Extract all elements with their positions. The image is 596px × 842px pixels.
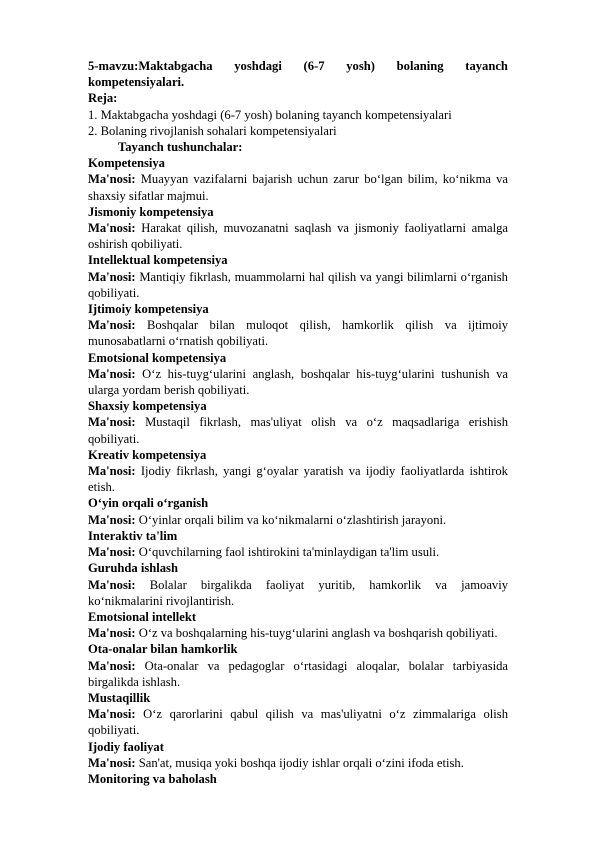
term-definition bbox=[88, 171, 508, 203]
meaning-label: Ma'nosi: bbox=[88, 366, 136, 381]
title-word: yoshdagi bbox=[234, 59, 282, 73]
term-heading: Emotsional kompetensiya bbox=[88, 350, 227, 365]
definition-text: O‘z qarorlarini qabul qilish va mas'uliyatni o‘z zimmalariga olish qobiliyati. bbox=[88, 707, 508, 738]
document-page bbox=[88, 58, 508, 787]
plan-item: 2. Bolaning rivojlanish sohalari kompetensiyalari bbox=[88, 123, 337, 138]
meaning-label: Ma'nosi: bbox=[88, 512, 136, 527]
last-heading: Monitoring va baholash bbox=[88, 771, 217, 786]
definition-text: Mustaqil fikrlash, mas'uliyat olish va o‘z maqsadlariga erishish qobiliyati. bbox=[88, 415, 508, 446]
meaning-label: Ma'nosi: bbox=[88, 172, 136, 187]
term-heading: Jismoniy kompetensiya bbox=[88, 204, 214, 219]
definition-text: Mantiqiy fikrlash, muammolarni hal qilish va yangi bilimlarni o‘rganish qobiliyati. bbox=[88, 269, 508, 300]
term-heading: Shaxsiy kompetensiya bbox=[88, 399, 207, 414]
terms-list bbox=[88, 155, 508, 771]
term-heading: Ota-onalar bilan hamkorlik bbox=[88, 642, 238, 657]
definition-text: Boshqalar bilan muloqot qilish, hamkorlik qilish va ijtimoiy munosabatlarni o‘rnatish qobiliyati. bbox=[88, 318, 509, 349]
title-word: 5-mavzu:Maktabgacha bbox=[88, 59, 213, 73]
title-word: (6-7 bbox=[303, 59, 325, 73]
term-definition bbox=[88, 463, 508, 495]
term-heading: Intellektual kompetensiya bbox=[88, 253, 228, 268]
term-definition bbox=[88, 755, 508, 771]
term-definition bbox=[88, 366, 508, 398]
definition-text: O‘z va boshqalarning his-tuyg‘ularini anglash va boshqarish qobiliyati. bbox=[138, 626, 498, 641]
definition-text: Ijodiy fikrlash, yangi g‘oyalar yaratish va ijodiy faoliyatlarda ishtirok etish. bbox=[88, 464, 508, 495]
definition-text: Ota-onalar va pedagoglar o‘rtasidagi aloqalar, bolalar tarbiyasida birgalikda ishlash. bbox=[88, 658, 508, 689]
meaning-label: Ma'nosi: bbox=[88, 707, 136, 722]
term-definition bbox=[88, 658, 508, 690]
plan-item: 1. Maktabgacha yoshdagi (6-7 yosh) bolaning tayanch kompetensiyalari bbox=[88, 107, 452, 122]
meaning-label: Ma'nosi: bbox=[88, 221, 136, 236]
definition-text: San'at, musiqa yoki boshqa ijodiy ishlar orqali o‘zini ifoda etish. bbox=[138, 755, 464, 770]
term-definition bbox=[88, 220, 508, 252]
definition-text: Bolalar birgalikda faoliyat yuritib, hamkorlik va jamoaviy ko‘nikmalarini rivojlantirish. bbox=[88, 577, 508, 608]
meaning-label: Ma'nosi: bbox=[88, 415, 136, 430]
meaning-label: Ma'nosi: bbox=[88, 755, 136, 770]
topic-title bbox=[88, 58, 508, 90]
term-heading: Kompetensiya bbox=[88, 156, 165, 171]
meaning-label: Ma'nosi: bbox=[88, 577, 136, 592]
term-definition bbox=[88, 706, 508, 738]
title-word: tayanch bbox=[465, 59, 508, 73]
meaning-label: Ma'nosi: bbox=[88, 545, 136, 560]
definition-text: O‘z his-tuyg‘ularini anglash, boshqalar his-tuyg‘ularini tushunish va ularga yordam berish qobiliyati. bbox=[88, 366, 508, 398]
term-heading: Ijodiy faoliyat bbox=[88, 739, 164, 754]
term-definition bbox=[88, 577, 508, 609]
term-heading: Ijtimoiy kompetensiya bbox=[88, 302, 209, 317]
concepts-heading: Tayanch tushunchalar: bbox=[118, 140, 243, 155]
title-word: yosh) bbox=[346, 59, 375, 73]
meaning-label: Ma'nosi: bbox=[88, 626, 136, 641]
meaning-label: Ma'nosi: bbox=[88, 318, 136, 333]
term-heading: O‘yin orqali o‘rganish bbox=[88, 496, 209, 511]
term-definition bbox=[88, 317, 508, 349]
term-definition bbox=[88, 414, 508, 446]
meaning-label: Ma'nosi: bbox=[88, 464, 136, 479]
term-heading: Kreativ kompetensiya bbox=[88, 447, 207, 462]
definition-text: O‘quvchilarning faol ishtirokini ta'minlaydigan ta'lim usuli. bbox=[138, 545, 440, 560]
definition-text: O‘yinlar orqali bilim va ko‘nikmalarni o‘zlashtirish jarayoni. bbox=[138, 512, 447, 527]
term-heading: Mustaqillik bbox=[88, 690, 151, 705]
term-heading: Interaktiv ta'lim bbox=[88, 528, 178, 543]
title-word: bolaning bbox=[396, 59, 444, 73]
definition-text: Harakat qilish, muvozanatni saqlash va jismoniy faoliyatlarni amalga oshirish qobiliyati. bbox=[88, 221, 508, 252]
term-heading: Emotsional intellekt bbox=[88, 609, 197, 624]
term-heading: Guruhda ishlash bbox=[88, 561, 178, 576]
term-definition bbox=[88, 269, 508, 301]
meaning-label: Ma'nosi: bbox=[88, 658, 136, 673]
term-definition bbox=[88, 625, 508, 641]
meaning-label: Ma'nosi: bbox=[88, 269, 136, 284]
plan-heading: Reja: bbox=[88, 91, 118, 106]
term-definition bbox=[88, 544, 508, 560]
topic-title-line-1 bbox=[88, 58, 508, 74]
term-definition bbox=[88, 512, 508, 528]
topic-title-line-2: kompetensiyalari. bbox=[88, 75, 185, 90]
definition-text: Muayyan vazifalarni bajarish uchun zarur bo‘lgan bilim, ko‘nikma va shaxsiy sifatlar majmui. bbox=[88, 172, 508, 203]
